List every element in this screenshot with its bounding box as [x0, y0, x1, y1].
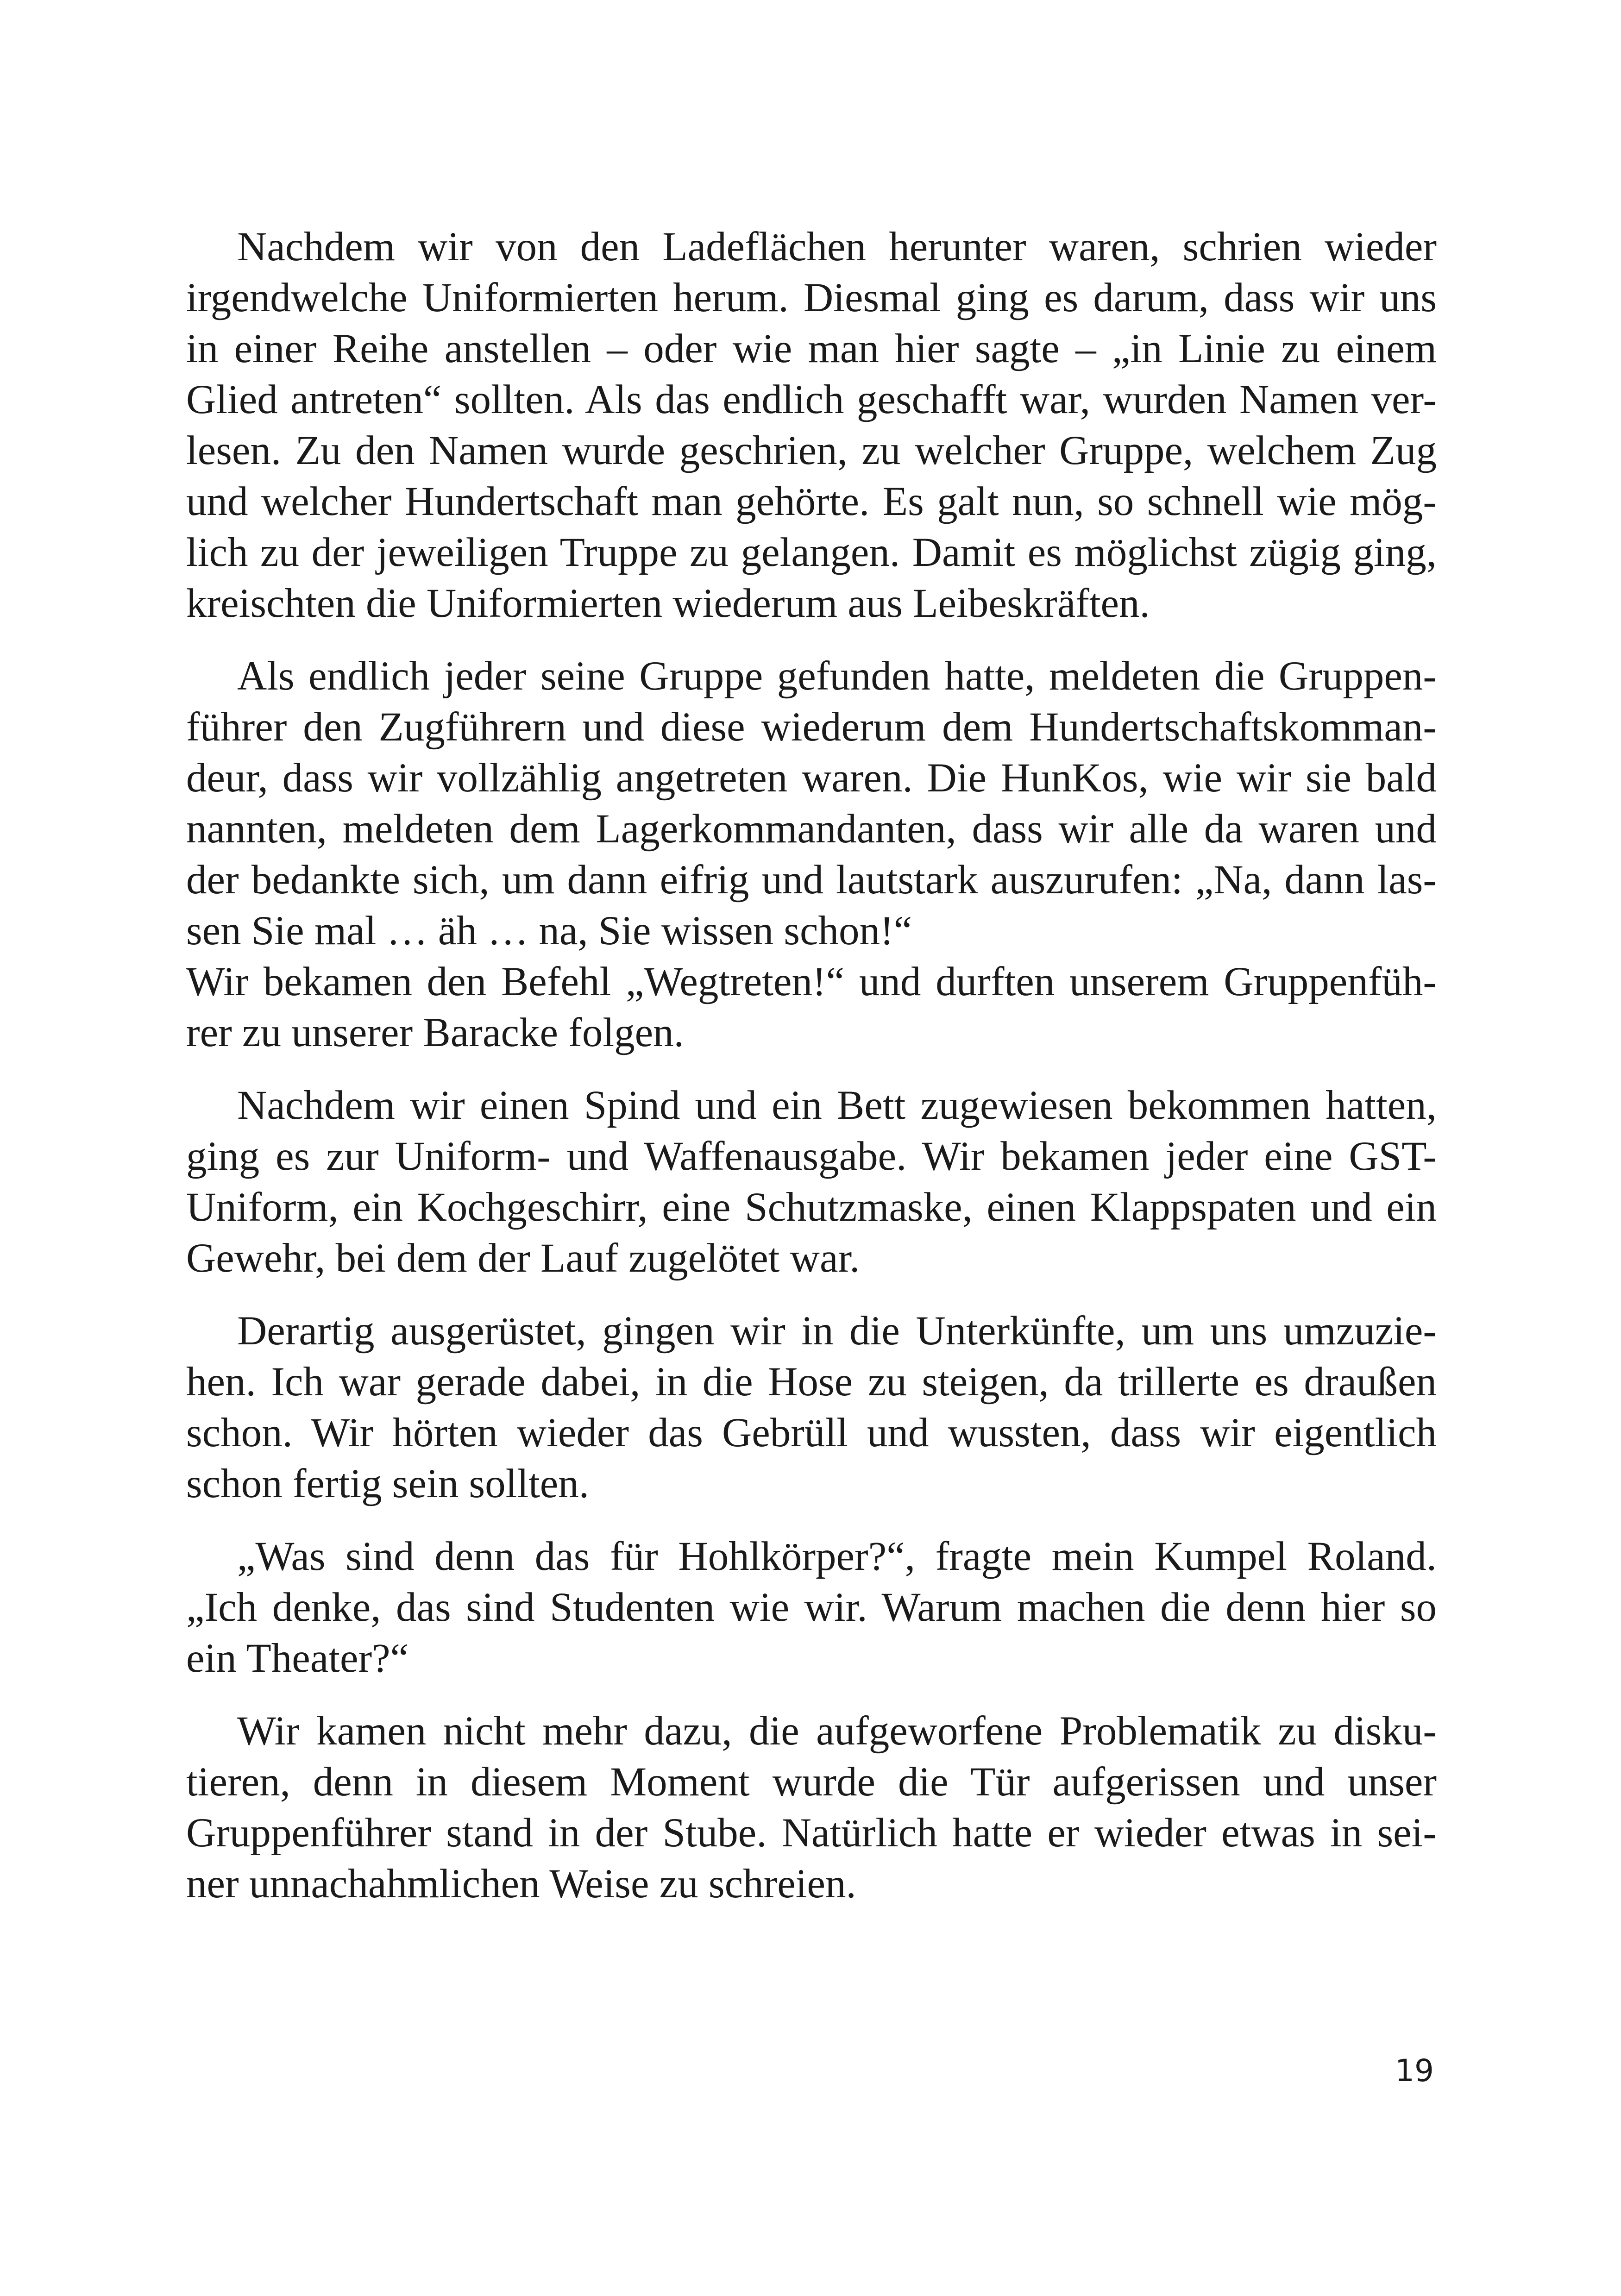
text-line: schon fertig sein sollten.	[186, 1461, 590, 1506]
text-line: Wir kamen nicht mehr dazu, die aufgeworfene Problematik zu disku-	[237, 1708, 1437, 1754]
text-line: irgendwelche Uniformierten herum. Diesmal ging es darum, dass wir uns	[186, 275, 1437, 320]
text-line: und welcher Hundertschaft man gehörte. Es galt nun, so schnell wie mög-	[186, 479, 1437, 524]
text-line: lich zu der jeweiligen Truppe zu gelangen. Damit es möglichst zügig ging,	[186, 530, 1437, 575]
text-line: rer zu unserer Baracke folgen.	[186, 1010, 684, 1055]
text-line: hen. Ich war gerade dabei, in die Hose zu steigen, da trillerte es draußen	[186, 1359, 1437, 1405]
paragraph-2	[186, 651, 1437, 1058]
text-line: tieren, denn in diesem Moment wurde die Tür aufgerissen und unser	[186, 1759, 1437, 1805]
text-line: in einer Reihe anstellen – oder wie man hier sagte – „in Linie zu einem	[186, 326, 1437, 371]
paragraph-5	[186, 1531, 1437, 1684]
text-line: Als endlich jeder seine Gruppe gefunden hatte, meldeten die Gruppen-	[237, 653, 1437, 699]
body-text	[186, 221, 1437, 1931]
page-number: 19	[1395, 2053, 1434, 2089]
text-line: Nachdem wir von den Ladeflächen herunter waren, schrien wieder	[237, 224, 1437, 270]
paragraph-3	[186, 1080, 1437, 1284]
text-line: nannten, meldeten dem Lagerkommandanten, dass wir alle da waren und	[186, 806, 1437, 852]
text-line: Uniform, ein Kochgeschirr, eine Schutzmaske, einen Klappspaten und ein	[186, 1185, 1437, 1230]
text-line: lesen. Zu den Namen wurde geschrien, zu welcher Gruppe, welchem Zug	[186, 428, 1437, 473]
paragraph-6	[186, 1706, 1437, 1909]
text-line: ner unnachahmlichen Weise zu schreien.	[186, 1861, 856, 1907]
text-line: führer den Zugführern und diese wiederum dem Hundertschaftskomman-	[186, 704, 1437, 750]
text-line: Glied antreten“ sollten. Als das endlich geschafft war, wurden Namen ver-	[186, 377, 1437, 422]
text-line: Gewehr, bei dem der Lauf zugelötet war.	[186, 1236, 860, 1281]
paragraph-4	[186, 1305, 1437, 1509]
text-line: Gruppenführer stand in der Stube. Natürlich hatte er wieder etwas in sei-	[186, 1810, 1437, 1856]
text-line: Nachdem wir einen Spind und ein Bett zugewiesen bekommen hatten,	[237, 1083, 1437, 1128]
text-line: schon. Wir hörten wieder das Gebrüll und wussten, dass wir eigentlich	[186, 1410, 1437, 1455]
text-line: Derartig ausgerüstet, gingen wir in die Unterkünfte, um uns umzuzie-	[237, 1308, 1437, 1354]
text-line: ging es zur Uniform- und Waffenausgabe. Wir bekamen jeder eine GST-	[186, 1134, 1437, 1179]
text-line: Wir bekamen den Befehl „Wegtreten!“ und durften unserem Gruppenfüh-	[186, 959, 1437, 1004]
text-line: „Was sind denn das für Hohlkörper?“, fragte mein Kumpel Roland.	[237, 1534, 1437, 1579]
text-line: der bedankte sich, um dann eifrig und lautstark auszurufen: „Na, dann las-	[186, 857, 1437, 903]
text-line: ein Theater?“	[186, 1636, 409, 1681]
text-line: kreischten die Uniformierten wiederum aus Leibeskräften.	[186, 581, 1150, 626]
text-line: „Ich denke, das sind Studenten wie wir. Warum machen die denn hier so	[186, 1585, 1437, 1630]
paragraph-1	[186, 221, 1437, 629]
text-line: sen Sie mal … äh … na, Sie wissen schon!“	[186, 908, 912, 954]
text-line: deur, dass wir vollzählig angetreten waren. Die HunKos, wie wir sie bald	[186, 755, 1437, 801]
